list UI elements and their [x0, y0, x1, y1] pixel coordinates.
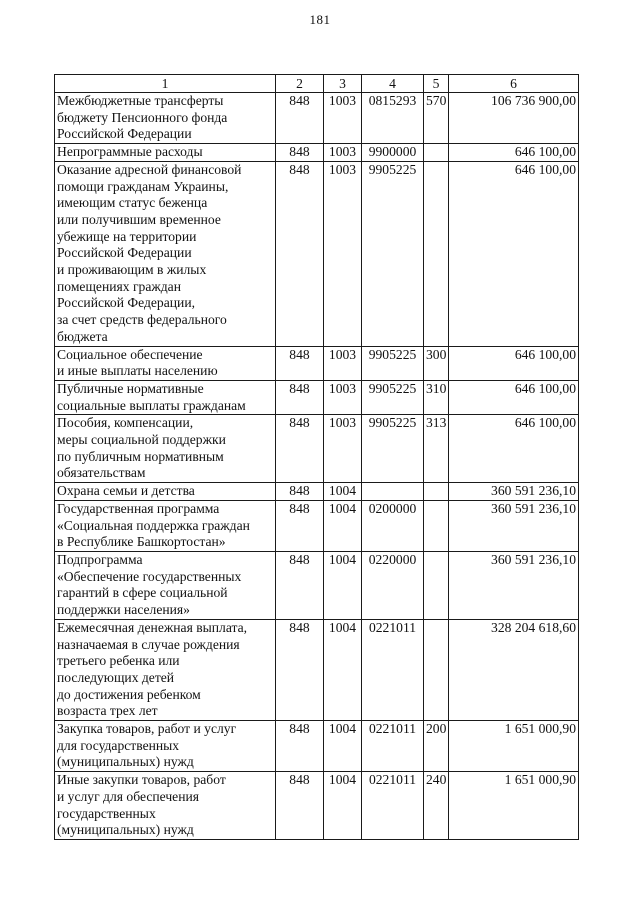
table-row — [55, 619, 579, 720]
cell-section-code: 1003 — [324, 346, 362, 380]
cell-article-code: 9905225 — [362, 346, 424, 380]
expense-name-line: государственных — [57, 805, 156, 821]
expense-name-line: помещениях граждан — [57, 278, 181, 294]
cell-section-code: 1003 — [324, 161, 362, 346]
cell-expense-name — [55, 483, 276, 501]
expense-name-line: социальные выплаты гражданам — [57, 397, 246, 413]
table-row — [55, 93, 579, 144]
expense-name-line: назначаемая в случае рождения — [57, 636, 240, 652]
cell-amount: 646 100,00 — [449, 415, 579, 483]
expense-name-line: меры социальной поддержки — [57, 432, 226, 448]
cell-expense-name — [55, 93, 276, 144]
cell-amount: 646 100,00 — [449, 346, 579, 380]
cell-amount: 646 100,00 — [449, 380, 579, 414]
cell-expense-type: 570 — [424, 93, 449, 144]
expense-name-line: последующих детей — [57, 669, 175, 685]
cell-admin-code: 848 — [276, 500, 324, 551]
cell-article-code: 0221011 — [362, 619, 424, 720]
cell-article-code: 9900000 — [362, 144, 424, 162]
cell-admin-code: 848 — [276, 619, 324, 720]
expense-name-line: по публичным нормативным — [57, 448, 224, 464]
expense-name-line: бюджета — [57, 328, 108, 344]
expense-name-line: Закупка товаров, работ и услуг — [57, 721, 237, 737]
cell-section-code: 1003 — [324, 93, 362, 144]
cell-admin-code: 848 — [276, 415, 324, 483]
cell-expense-type: 300 — [424, 346, 449, 380]
page-number: 181 — [309, 12, 331, 27]
expense-name-line: третьего ребенка или — [57, 653, 180, 669]
cell-section-code: 1003 — [324, 415, 362, 483]
expense-name-line: помощи гражданам Украины, — [57, 178, 229, 194]
table-row — [55, 380, 579, 414]
cell-article-code — [362, 483, 424, 501]
table-row — [55, 415, 579, 483]
cell-amount: 360 591 236,10 — [449, 500, 579, 551]
expense-name-line: и иные выплаты населению — [57, 363, 218, 379]
cell-expense-name — [55, 144, 276, 162]
table-row — [55, 161, 579, 346]
expense-name-line: Охрана семьи и детства — [57, 483, 195, 499]
expense-name-line: и услуг для обеспечения — [57, 788, 199, 804]
cell-section-code: 1004 — [324, 483, 362, 501]
cell-expense-name — [55, 161, 276, 346]
cell-amount: 360 591 236,10 — [449, 483, 579, 501]
cell-expense-name — [55, 380, 276, 414]
expense-name-line: Пособия, компенсации, — [57, 415, 194, 431]
cell-section-code: 1004 — [324, 772, 362, 840]
cell-article-code: 9905225 — [362, 380, 424, 414]
expense-name-line: для государственных — [57, 737, 180, 753]
cell-expense-name — [55, 772, 276, 840]
cell-admin-code: 848 — [276, 380, 324, 414]
cell-amount: 106 736 900,00 — [449, 93, 579, 144]
cell-section-code: 1003 — [324, 144, 362, 162]
cell-admin-code: 848 — [276, 93, 324, 144]
expense-name-line: до достижения ребенком — [57, 686, 201, 702]
budget-table — [54, 74, 579, 840]
cell-section-code: 1004 — [324, 551, 362, 619]
table-row — [55, 483, 579, 501]
cell-expense-type: 240 — [424, 772, 449, 840]
header-col-6: 6 — [449, 75, 579, 93]
expense-name-line: убежище на территории — [57, 228, 197, 244]
header-col-1: 1 — [55, 75, 276, 93]
cell-article-code: 0220000 — [362, 551, 424, 619]
cell-admin-code: 848 — [276, 161, 324, 346]
cell-expense-type: 310 — [424, 380, 449, 414]
header-row — [55, 75, 579, 93]
header-col-5: 5 — [424, 75, 449, 93]
cell-amount: 328 204 618,60 — [449, 619, 579, 720]
table-row — [55, 144, 579, 162]
expense-name-line: Публичные нормативные — [57, 380, 204, 396]
header-col-4: 4 — [362, 75, 424, 93]
expense-name-line: Непрограммные расходы — [57, 144, 203, 160]
expense-name-line: Межбюджетные трансферты — [57, 93, 224, 108]
expense-name-line: поддержки населения» — [57, 602, 190, 618]
cell-expense-type — [424, 551, 449, 619]
expense-name-line: имеющим статус беженца — [57, 195, 208, 211]
expense-name-line: Государственная программа — [57, 500, 220, 516]
expense-name-line: Российской Федерации — [57, 126, 192, 142]
cell-amount: 360 591 236,10 — [449, 551, 579, 619]
cell-admin-code: 848 — [276, 144, 324, 162]
header-col-3: 3 — [324, 75, 362, 93]
cell-expense-type — [424, 500, 449, 551]
cell-amount: 1 651 000,90 — [449, 721, 579, 772]
cell-amount: 646 100,00 — [449, 144, 579, 162]
table-row — [55, 551, 579, 619]
expense-name-line: Российской Федерации — [57, 245, 192, 261]
expense-name-line: (муниципальных) нужд — [57, 754, 194, 770]
cell-article-code: 0221011 — [362, 721, 424, 772]
expense-name-line: в Республике Башкортостан» — [57, 534, 226, 550]
cell-expense-name — [55, 551, 276, 619]
cell-section-code: 1003 — [324, 380, 362, 414]
cell-expense-name — [55, 619, 276, 720]
cell-admin-code: 848 — [276, 483, 324, 501]
table-row — [55, 721, 579, 772]
cell-amount: 646 100,00 — [449, 161, 579, 346]
expense-name-line: Ежемесячная денежная выплата, — [57, 619, 248, 635]
cell-expense-name — [55, 346, 276, 380]
cell-admin-code: 848 — [276, 772, 324, 840]
cell-expense-type: 200 — [424, 721, 449, 772]
cell-section-code: 1004 — [324, 619, 362, 720]
cell-article-code: 0815293 — [362, 93, 424, 144]
header-col-2: 2 — [276, 75, 324, 93]
expense-name-line: или получившим временное — [57, 211, 221, 227]
expense-name-line: Подпрограмма — [57, 551, 143, 567]
cell-article-code: 0221011 — [362, 772, 424, 840]
cell-admin-code: 848 — [276, 346, 324, 380]
expense-name-line: Социальное обеспечение — [57, 346, 203, 362]
expense-name-line: бюджету Пенсионного фонда — [57, 109, 228, 125]
expense-name-line: обязательствам — [57, 465, 146, 481]
cell-article-code: 0200000 — [362, 500, 424, 551]
cell-admin-code: 848 — [276, 551, 324, 619]
expense-name-line: Российской Федерации, — [57, 295, 195, 311]
cell-expense-type — [424, 619, 449, 720]
expense-name-line: «Обеспечение государственных — [57, 568, 242, 584]
cell-expense-type: 313 — [424, 415, 449, 483]
expense-name-line: Иные закупки товаров, работ — [57, 772, 226, 788]
expense-name-line: гарантий в сфере социальной — [57, 585, 228, 601]
cell-expense-name — [55, 721, 276, 772]
expense-name-line: возраста трех лет — [57, 703, 158, 719]
expense-name-line: (муниципальных) нужд — [57, 822, 194, 838]
cell-expense-type — [424, 483, 449, 501]
expense-name-line: за счет средств федерального — [57, 312, 227, 328]
expense-name-line: «Социальная поддержка граждан — [57, 517, 250, 533]
cell-expense-name — [55, 500, 276, 551]
expense-name-line: и проживающим в жилых — [57, 262, 207, 278]
expense-name-line: Оказание адресной финансовой — [57, 161, 242, 177]
cell-admin-code: 848 — [276, 721, 324, 772]
cell-section-code: 1004 — [324, 500, 362, 551]
table-row — [55, 500, 579, 551]
cell-expense-type — [424, 161, 449, 346]
cell-amount: 1 651 000,90 — [449, 772, 579, 840]
table-row — [55, 772, 579, 840]
table-body — [55, 93, 579, 840]
cell-article-code: 9905225 — [362, 161, 424, 346]
table-row — [55, 346, 579, 380]
cell-section-code: 1004 — [324, 721, 362, 772]
cell-expense-type — [424, 144, 449, 162]
cell-article-code: 9905225 — [362, 415, 424, 483]
cell-expense-name — [55, 415, 276, 483]
